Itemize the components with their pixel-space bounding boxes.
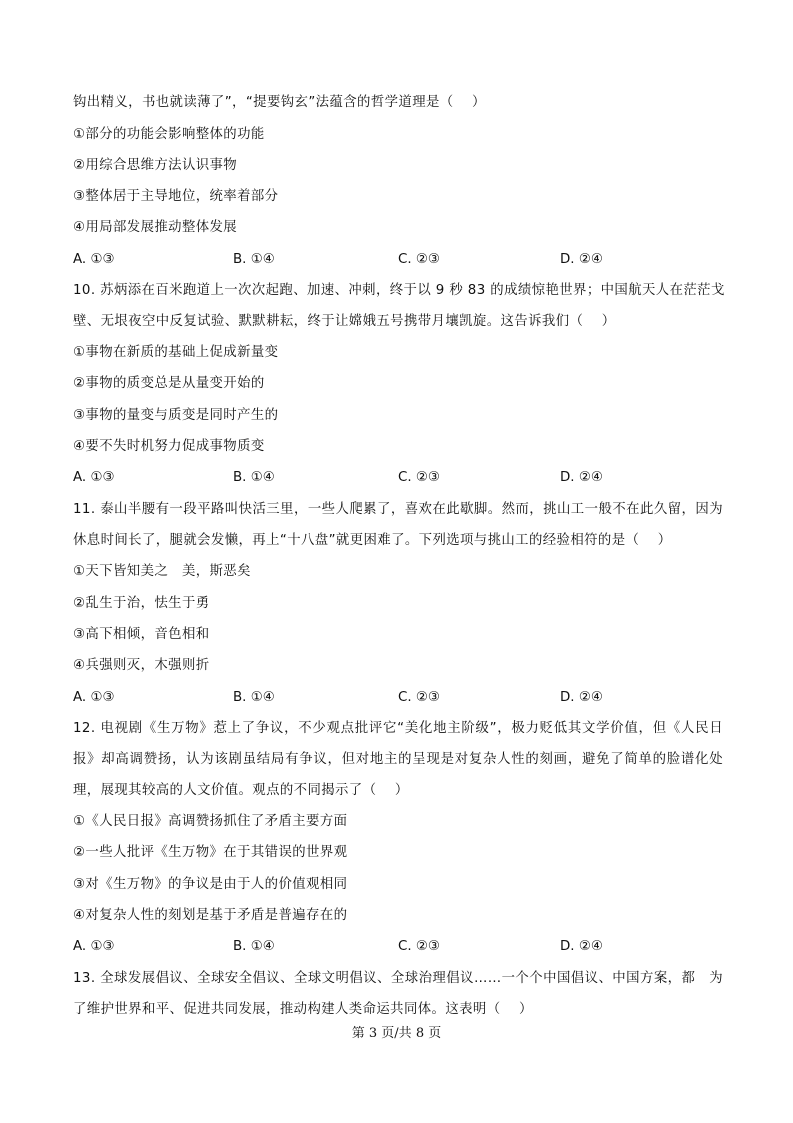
q9-option-c: C. ②③ bbox=[398, 252, 440, 267]
q12-option-c: C. ②③ bbox=[398, 939, 440, 954]
q10-option-a: A. ①③ bbox=[73, 470, 115, 485]
q10-item-2: ②事物的质变总是从量变开始的 bbox=[73, 376, 265, 391]
q10-option-c: C. ②③ bbox=[398, 470, 440, 485]
q9-stem-tail: 钩出精义，书也就读薄了”，“提要钩玄”法蕴含的哲学道理是（ ） bbox=[73, 95, 486, 110]
q12-item-4: ④对复杂人性的刻划是基于矛盾是普遍存在的 bbox=[73, 908, 348, 923]
q11-option-b: B. ①④ bbox=[233, 690, 275, 705]
q12-option-d: D. ②④ bbox=[560, 939, 603, 954]
q12-item-1: ①《人民日报》高调赞扬抓住了矛盾主要方面 bbox=[73, 814, 348, 829]
q13-stem-line-2: 了维护世界和平、促进共同发展，推动构建人类命运共同体。这表明（ ） bbox=[73, 1002, 533, 1017]
q10-option-b: B. ①④ bbox=[233, 470, 275, 485]
q11-item-3: ③高下相倾，音色相和 bbox=[73, 627, 210, 642]
q13-stem-line-1: 13. 全球发展倡议、全球安全倡议、全球文明倡议、全球治理倡议……一个个中国倡议、中国方案，都 为 bbox=[73, 971, 723, 986]
q9-option-a: A. ①③ bbox=[73, 252, 115, 267]
q11-item-1: ①天下皆知美之 美，斯恶矣 bbox=[73, 564, 251, 579]
q9-item-4: ④用局部发展推动整体发展 bbox=[73, 220, 238, 235]
q12-stem-line-1: 12. 电视剧《生万物》惹上了争议，不少观点批评它“美化地主阶级”，极力贬低其文学价值，但《人民日 bbox=[73, 721, 723, 736]
q9-item-2: ②用综合思维方法认识事物 bbox=[73, 158, 238, 173]
q12-stem-line-3: 理，展现其较高的人文价值。观点的不同揭示了（ ） bbox=[73, 783, 409, 798]
q11-option-a: A. ①③ bbox=[73, 690, 115, 705]
q10-option-d: D. ②④ bbox=[560, 470, 603, 485]
q10-item-4: ④要不失时机努力促成事物质变 bbox=[73, 439, 265, 454]
q10-stem-line-2: 壁、无垠夜空中反复试验、默默耕耘，终于让嫦娥五号携带月壤凯旋。这告诉我们（ ） bbox=[73, 314, 616, 329]
q10-item-1: ①事物在新质的基础上促成新量变 bbox=[73, 345, 279, 360]
q10-stem-line-1: 10. 苏炳添在百米跑道上一次次起跑、加速、冲刺，终于以 9 秒 83 的成绩惊艳世界；中国航天人在茫茫戈 bbox=[73, 283, 725, 298]
q10-item-3: ③事物的量变与质变是同时产生的 bbox=[73, 408, 279, 423]
q11-item-2: ②乱生于治，怯生于勇 bbox=[73, 596, 210, 611]
q12-option-a: A. ①③ bbox=[73, 939, 115, 954]
q9-option-b: B. ①④ bbox=[233, 252, 275, 267]
q12-option-b: B. ①④ bbox=[233, 939, 275, 954]
q12-item-2: ②一些人批评《生万物》在于其错误的世界观 bbox=[73, 845, 348, 860]
q11-option-c: C. ②③ bbox=[398, 690, 440, 705]
q11-item-4: ④兵强则灭，木强则折 bbox=[73, 658, 210, 673]
q12-item-3: ③对《生万物》的争议是由于人的价值观相同 bbox=[73, 877, 348, 892]
q9-item-1: ①部分的功能会影响整体的功能 bbox=[73, 127, 265, 142]
q9-item-3: ③整体居于主导地位，统率着部分 bbox=[73, 189, 279, 204]
q11-option-d: D. ②④ bbox=[560, 690, 603, 705]
q9-option-d: D. ②④ bbox=[560, 252, 603, 267]
q12-stem-line-2: 报》却高调赞扬，认为该剧虽结局有争议，但对地主的呈现是对复杂人性的刻画，避免了简单的脸谱化处 bbox=[73, 752, 723, 767]
q11-stem-line-2: 休息时间长了，腿就会发懒，再上“十八盘”就更困难了。下列选项与挑山工的经验相符的是（ ） bbox=[73, 533, 672, 548]
q11-stem-line-1: 11. 泰山半腰有一段平路叫快活三里，一些人爬累了，喜欢在此歇脚。然而，挑山工一般不在此久留，因为 bbox=[73, 502, 723, 517]
page-footer: 第 3 页/共 8 页 bbox=[351, 1026, 442, 1041]
